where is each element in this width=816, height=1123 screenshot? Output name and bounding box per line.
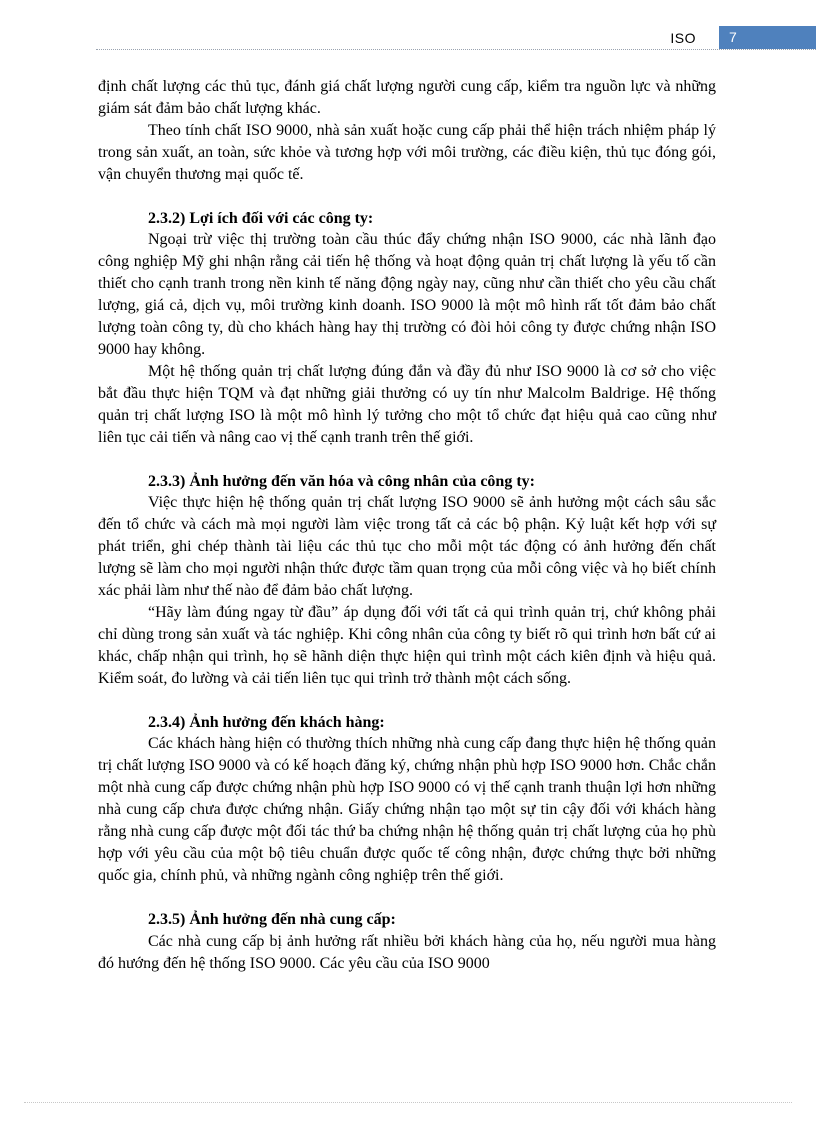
- section-heading-2-3-5: 2.3.5) Ảnh hưởng đến nhà cung cấp:: [148, 910, 396, 928]
- paragraph: “Hãy làm đúng ngay từ đầu” áp dụng đối với tất cả qui trình quản trị, chứ không phải chỉ dùng trong sản xuất và tác nghiệp. Khi công nhân của công ty biết rõ qui trình hơn bất cứ ai khác, chấp nhận qui trình, họ sẽ hãnh diện thực hiện qui trình một cách kiên định và hiệu quả. Kiểm soát, đo lường và cải tiến liên tục qui trình trở thành một cách sống.: [98, 603, 716, 687]
- running-header-title: ISO: [670, 30, 696, 46]
- paragraph: Việc thực hiện hệ thống quản trị chất lượng ISO 9000 sẽ ảnh hưởng một cách sâu sắc đến tổ chức và cách mà mọi người làm việc trong tất cả các bộ phận. Kỷ luật kết hợp với sự phát triển, ghi chép thành tài liệu các thủ tục cho mỗi một tác động có ảnh hưởng đến chất lượng sẽ làm cho mọi người nhận thức được tầm quan trọng của mỗi công việc và họ biết chính xác phải làm như thế nào để đảm bảo chất lượng.: [98, 494, 716, 600]
- paragraph: Các khách hàng hiện có thường thích những nhà cung cấp đang thực hiện hệ thống quản trị chất lượng ISO 9000 và có kế hoạch đăng ký, chứng nhận phù hợp ISO 9000 hơn. Chắc chắn một nhà cung cấp được chứng nhận phù hợp ISO 9000 có vị thế cạnh tranh thuận lợi hơn những nhà cung cấp chưa được chứng nhận. Giấy chứng nhận tạo một sự tin cậy đối với khách hàng rằng nhà cung cấp được một đối tác thứ ba chứng nhận hệ thống quản trị chất lượng của họ phù hợp với yêu cầu của một bộ tiêu chuẩn được quốc tế công nhận, được chứng thực bởi những quốc gia, chính phủ, và những ngành công nghiệp trên thế giới.: [98, 735, 716, 884]
- header-divider: [96, 49, 816, 50]
- page-number-badge: 7: [719, 26, 816, 49]
- paragraph-continuation: định chất lượng các thủ tục, đánh giá chất lượng người cung cấp, kiểm tra nguồn lực và những giám sát đảm bảo chất lượng khác.: [98, 78, 716, 117]
- paragraph: Ngoại trừ việc thị trường toàn cầu thúc đẩy chứng nhận ISO 9000, các nhà lãnh đạo công nghiệp Mỹ ghi nhận rằng cải tiến hệ thống và hoạt động quản trị chất lượng là yếu tố cần thiết cho cạnh tranh trong nền kinh tế năng động ngày nay, cũng như cần thiết cho yêu cầu chất lượng, giá cả, dịch vụ, môi trường kinh doanh. ISO 9000 là một mô hình rất tốt đảm bảo chất lượng toàn công ty, dù cho khách hàng hay thị trường có đòi hỏi công ty được chứng nhận ISO 9000 hay không.: [98, 231, 716, 358]
- section-heading-2-3-2: 2.3.2) Lợi ích đối với các công ty:: [148, 209, 374, 227]
- section-heading-2-3-3: 2.3.3) Ảnh hưởng đến văn hóa và công nhân của công ty:: [148, 472, 535, 490]
- footer-divider: [24, 1102, 792, 1103]
- document-body: [98, 76, 716, 975]
- paragraph: Các nhà cung cấp bị ảnh hưởng rất nhiều bởi khách hàng của họ, nếu người mua hàng đó hướng đến hệ thống ISO 9000. Các yêu cầu của ISO 9000: [98, 932, 716, 972]
- paragraph: Một hệ thống quản trị chất lượng đúng đắn và đầy đủ như ISO 9000 là cơ sở cho việc bắt đầu thực hiện TQM và đạt những giải thưởng có uy tín như Malcolm Baldrige. Hệ thống quản trị chất lượng ISO là một mô hình lý tưởng cho một tổ chức đạt hiệu quả cao cũng như liên tục cải tiến và nâng cao vị thế cạnh tranh trên thế giới.: [98, 362, 716, 446]
- section-heading-2-3-4: 2.3.4) Ảnh hưởng đến khách hàng:: [148, 713, 385, 731]
- paragraph: Theo tính chất ISO 9000, nhà sản xuất hoặc cung cấp phải thể hiện trách nhiệm pháp lý trong sản xuất, an toàn, sức khỏe và tương hợp với môi trường, các điều kiện, thủ tục đóng gói, vận chuyển thương mại quốc tế.: [98, 121, 716, 183]
